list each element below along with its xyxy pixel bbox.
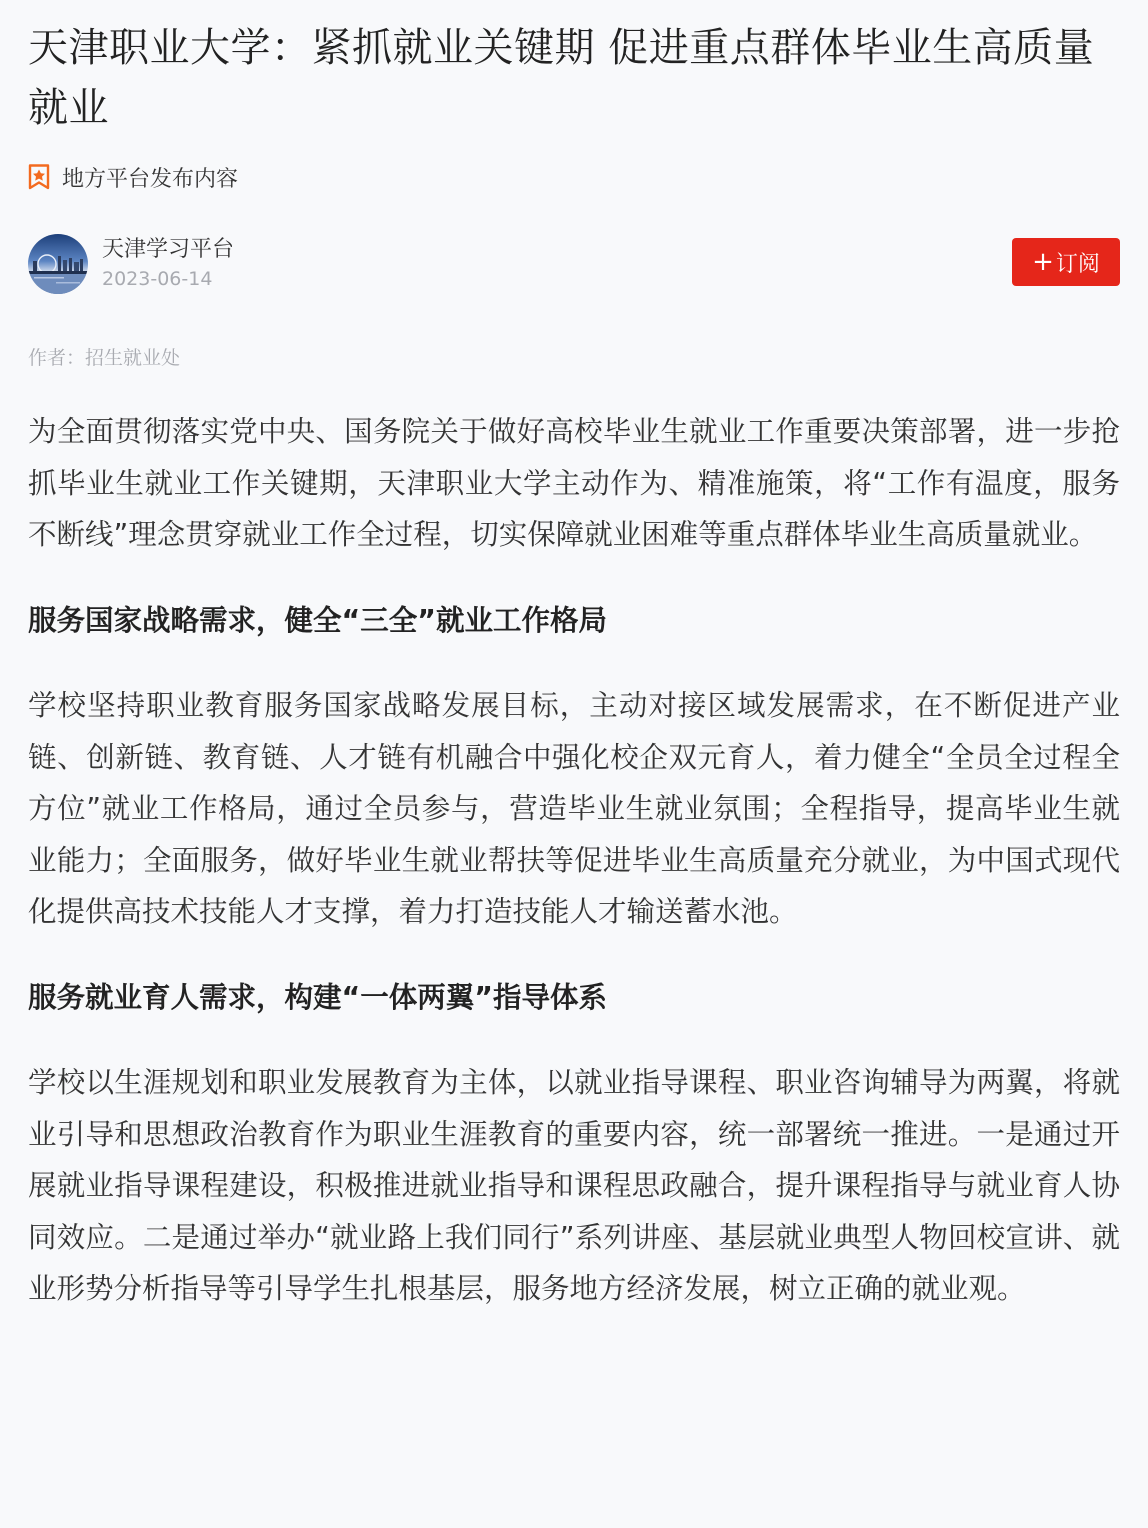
article-title: 天津职业大学：紧抓就业关键期 促进重点群体毕业生高质量就业 bbox=[28, 25, 1095, 131]
publisher-avatar[interactable] bbox=[28, 234, 88, 294]
bookmark-star-icon bbox=[28, 164, 50, 190]
paragraph-section-1: 学校坚持职业教育服务国家战略发展目标，主动对接区域发展需求，在不断促进产业链、创新链、教育链、人才链有机融合中强化校企双元育人，着力健全“全员全过程全方位”就业工作格局，通过全员参与，营造毕业生就业氛围；全程指导，提高毕业生就业能力；全面服务，做好毕业生就业帮扶等促进毕业生高质量充分就业，为中国式现代化提供高技术技能人才支撑，着力打造技能人才输送蓄水池。 bbox=[28, 689, 1120, 928]
plus-icon: + bbox=[1032, 247, 1054, 277]
publisher-meta bbox=[102, 235, 234, 293]
publish-date: 2023-06-14 bbox=[102, 268, 213, 290]
author-byline: 作者：招生就业处 bbox=[28, 347, 181, 369]
subscribe-label: 订阅 bbox=[1055, 251, 1100, 277]
paragraph-section-2: 学校以生涯规划和职业发展教育为主体，以就业指导课程、职业咨询辅导为两翼，将就业引导和思想政治教育作为职业生涯教育的重要内容，统一部署统一推进。一是通过开展就业指导课程建设，积极推进就业指导和课程思政融合，提升课程指导与就业育人协同效应。二是通过举办“就业路上我们同行”系列讲座、基层就业典型人物回校宣讲、就业形势分析指导等引导学生扎根基层，服务地方经济发展，树立正确的就业观。 bbox=[28, 1066, 1120, 1305]
source-label: 地方平台发布内容 bbox=[62, 166, 239, 192]
article-body bbox=[28, 406, 1120, 1315]
section-heading-1: 服务国家战略需求，健全“三全”就业工作格局 bbox=[28, 603, 607, 637]
section-heading-2: 服务就业育人需求，构建“一体两翼”指导体系 bbox=[28, 980, 607, 1014]
publisher-name[interactable]: 天津学习平台 bbox=[102, 237, 235, 262]
paragraph-intro: 为全面贯彻落实党中央、国务院关于做好高校毕业生就业工作重要决策部署，进一步抢抓毕业生就业工作关键期，天津职业大学主动作为、精准施策，将“工作有温度，服务不断线”理念贯穿就业工作全过程，切实保障就业困难等重点群体毕业生高质量就业。 bbox=[28, 415, 1120, 551]
source-row bbox=[28, 162, 1120, 192]
subscribe-button[interactable] bbox=[1012, 238, 1120, 286]
publisher-row bbox=[28, 232, 1120, 296]
